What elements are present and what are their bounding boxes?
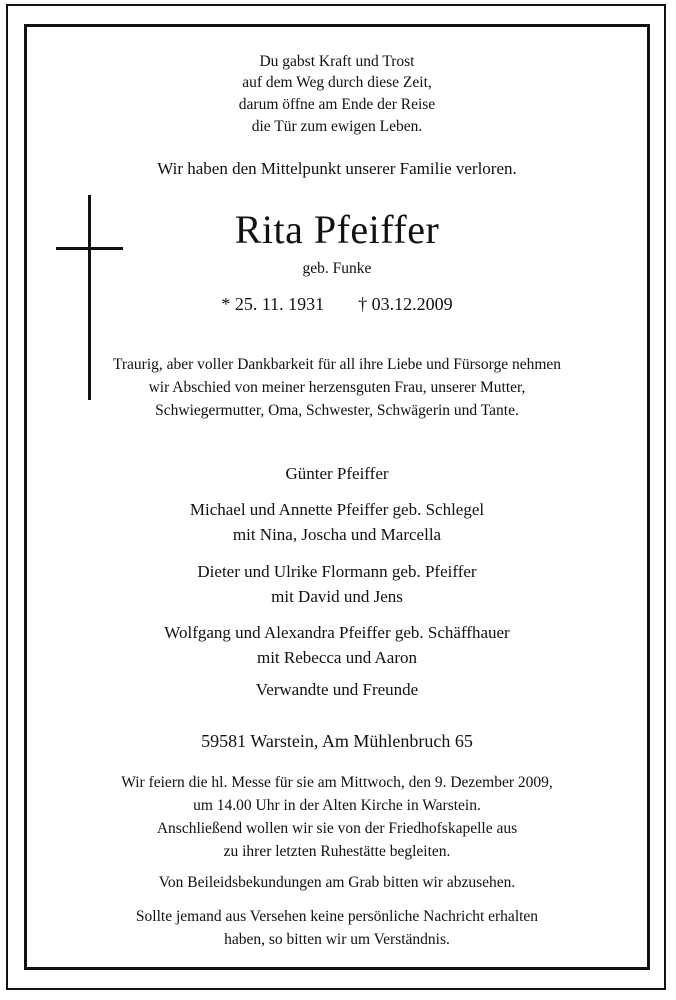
poem-line: die Tür zum ewigen Leben. xyxy=(251,118,423,135)
mourner-line: Verwandte und Freunde xyxy=(255,680,419,699)
deceased-maiden-name: geb. Funke xyxy=(302,260,372,277)
address: 59581 Warstein, Am Mühlenbruch 65 xyxy=(201,731,473,751)
deceased-name: Rita Pfeiffer xyxy=(234,207,440,252)
mourner-line: Wolfgang und Alexandra Pfeiffer geb. Schäffhauer xyxy=(164,623,510,642)
mourner-line: mit David und Jens xyxy=(271,587,403,606)
poem-line: auf dem Weg durch diese Zeit, xyxy=(242,74,432,91)
mourner-line: mit Nina, Joscha und Marcella xyxy=(232,525,442,544)
birth-date: * 25. 11. 1931 xyxy=(221,294,325,314)
farewell-line: Schwiegermutter, Oma, Schwester, Schwägerin und Tante. xyxy=(155,402,519,419)
farewell-line: Traurig, aber voller Dankbarkeit für all ihre Liebe und Fürsorge nehmen xyxy=(112,356,562,373)
service-line: Wir feiern die hl. Messe für sie am Mittwoch, den 9. Dezember 2009, xyxy=(121,774,553,791)
service-line: zu ihrer letzten Ruhestätte begleiten. xyxy=(223,843,451,860)
mourner-line: mit Rebecca und Aaron xyxy=(256,648,418,667)
mourner-line: Dieter und Ulrike Flormann geb. Pfeiffer xyxy=(197,562,477,581)
condolence-note: Von Beileidsbekundungen am Grab bitten wir abzusehen. xyxy=(158,874,516,891)
poem-line: Du gabst Kraft und Trost xyxy=(259,53,415,70)
mourner-line: Michael und Annette Pfeiffer geb. Schlegel xyxy=(189,500,485,519)
farewell-line: wir Abschied von meiner herzensguten Frau, unserer Mutter, xyxy=(148,379,526,396)
apology-line: Sollte jemand aus Versehen keine persönliche Nachricht erhalten xyxy=(135,908,539,925)
death-date: † 03.12.2009 xyxy=(358,294,453,314)
life-dates xyxy=(24,294,650,315)
mourner-line: Günter Pfeiffer xyxy=(285,464,389,483)
service-line: um 14.00 Uhr in der Alten Kirche in Warstein. xyxy=(193,797,481,814)
service-line: Anschließend wollen wir sie von der Friedhofskapelle aus xyxy=(156,820,518,837)
apology-line: haben, so bitten wir um Verständnis. xyxy=(224,931,450,948)
poem-line: darum öffne am Ende der Reise xyxy=(238,96,436,113)
intro-line: Wir haben den Mittelpunkt unserer Familie verloren. xyxy=(157,159,517,178)
